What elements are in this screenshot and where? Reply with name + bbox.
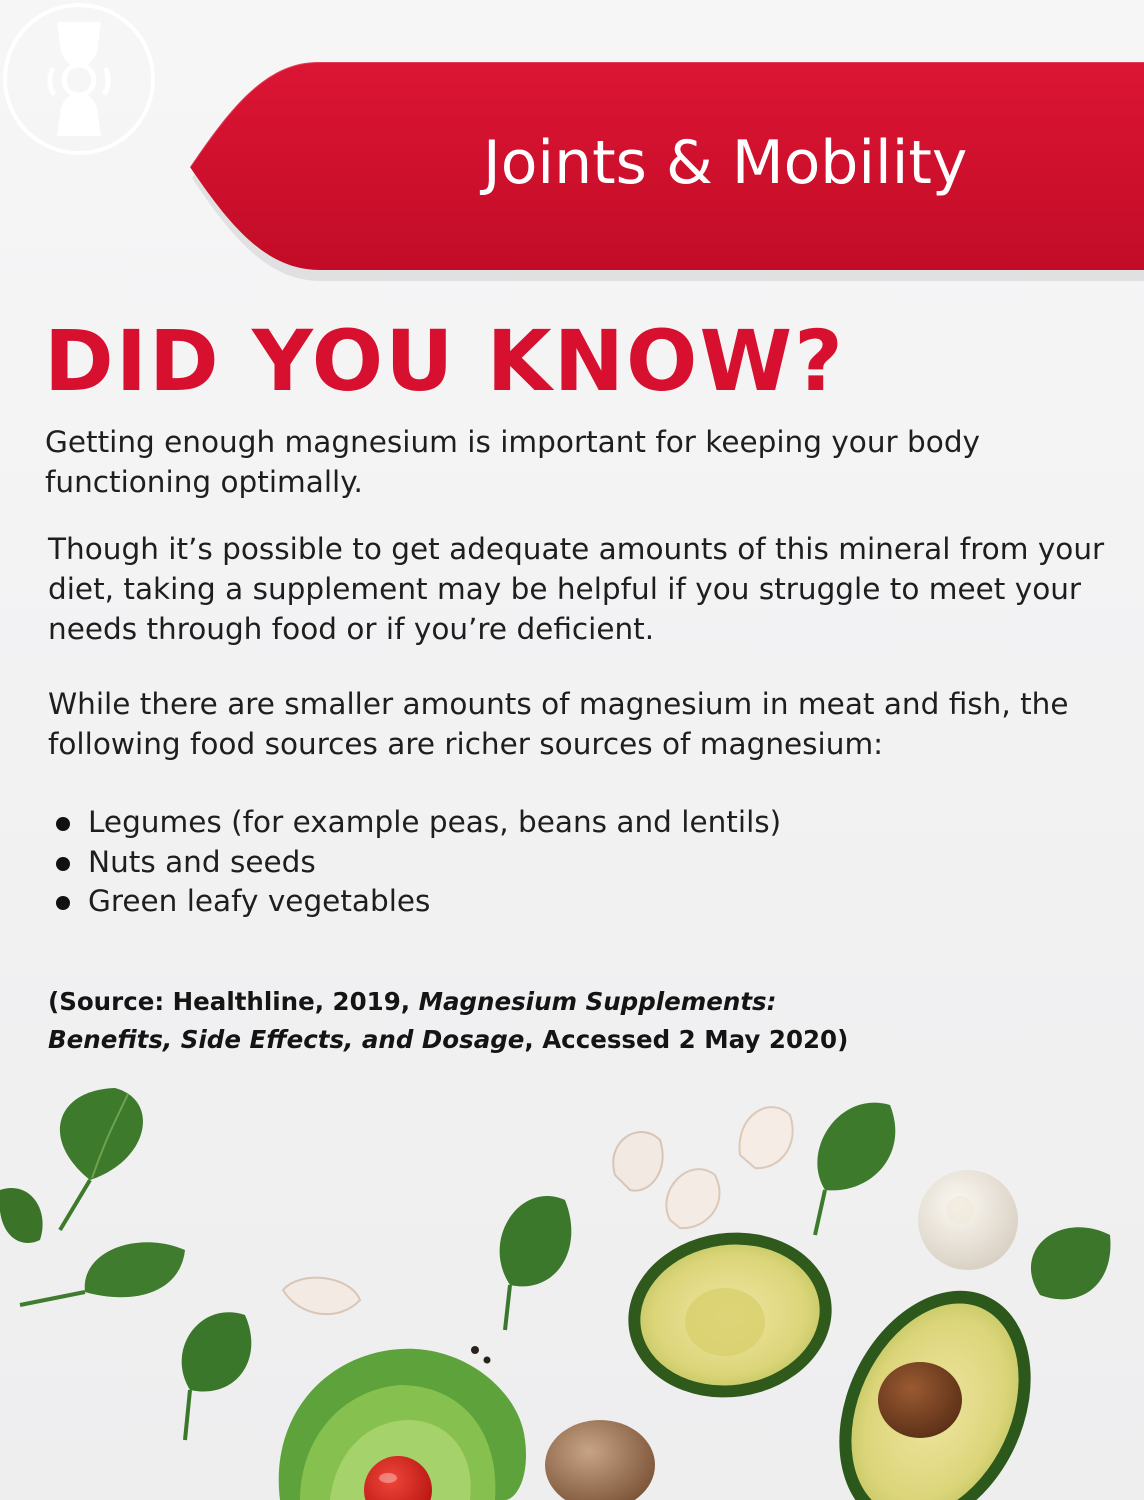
garlic-clove-icon bbox=[613, 1132, 662, 1191]
spinach-leaf-icon bbox=[60, 1088, 143, 1230]
peppercorn-icon bbox=[471, 1346, 491, 1364]
bullet-icon bbox=[56, 817, 70, 831]
spinach-leaf-icon bbox=[0, 1188, 43, 1243]
source-prefix: (Source: Healthline, 2019, bbox=[48, 987, 419, 1016]
food-illustration bbox=[0, 1060, 1144, 1500]
banner-title: Joints & Mobility bbox=[483, 128, 968, 198]
source-suffix: , Accessed 2 May 2020) bbox=[524, 1025, 849, 1054]
garlic-clove-icon bbox=[666, 1169, 719, 1228]
source-citation bbox=[48, 983, 1048, 1059]
list-item-label: Green leafy vegetables bbox=[88, 884, 431, 918]
garlic-clove-icon bbox=[283, 1278, 360, 1314]
headline: DID YOU KNOW? bbox=[44, 312, 845, 410]
bullet-icon bbox=[56, 896, 70, 910]
food-sources-list bbox=[52, 803, 781, 922]
spinach-leaf-icon bbox=[500, 1196, 572, 1330]
spinach-leaf-icon bbox=[1031, 1227, 1111, 1299]
garlic-clove-icon bbox=[740, 1107, 793, 1168]
bullet-icon bbox=[56, 857, 70, 871]
spinach-leaf-icon bbox=[20, 1242, 185, 1305]
avocado-icon bbox=[618, 1220, 843, 1411]
source-title-line1: Magnesium Supplements: bbox=[418, 987, 777, 1016]
mushroom-icon bbox=[918, 1170, 1018, 1270]
knee-joint-icon bbox=[0, 0, 158, 158]
source-title-line2: Benefits, Side Effects, and Dosage bbox=[48, 1025, 525, 1054]
spinach-leaf-icon bbox=[182, 1312, 252, 1440]
spinach-leaf-icon bbox=[815, 1103, 895, 1235]
brown-mushroom-icon bbox=[545, 1420, 655, 1500]
list-item-label: Nuts and seeds bbox=[88, 844, 316, 879]
category-banner bbox=[0, 0, 1144, 300]
list-item bbox=[52, 843, 781, 883]
avocado-with-pit-icon bbox=[802, 1260, 1067, 1500]
list-item bbox=[52, 803, 781, 843]
supplement-paragraph: Though it’s possible to get adequate amounts of this mineral from your diet, taking a supplement may be helpful if you struggle to meet your needs through food or if you’re deficient. bbox=[48, 532, 1105, 646]
list-item-label: Legumes (for example peas, beans and lentils) bbox=[88, 805, 782, 839]
list-item bbox=[52, 882, 781, 922]
intro-paragraph: Getting enough magnesium is important for keeping your body functioning optimally. bbox=[45, 425, 981, 499]
food-sources-paragraph: While there are smaller amounts of magnesium in meat and fish, the following food sources are richer sources of magnesium: bbox=[48, 687, 1069, 761]
